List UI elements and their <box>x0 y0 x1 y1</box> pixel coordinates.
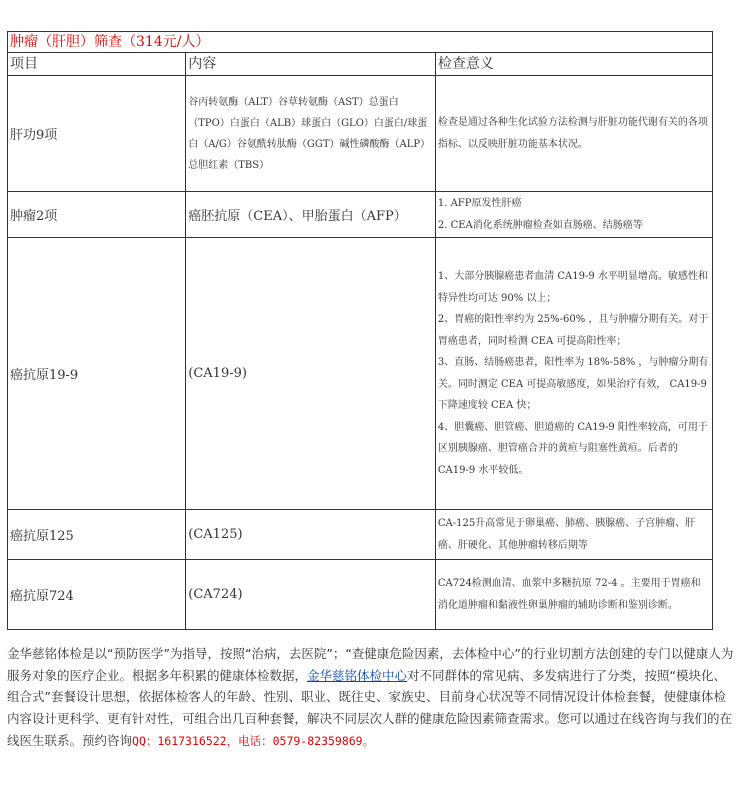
description-text-start: 金华慈铭体检是以“预防医学”为指导，按照“治病，去医院”；“查健康危险因素，去体检中心”的行业切割方法创建的专门以健康人为服务对象的医疗企业。根据多年积累的健康体检数据， <box>7 646 734 683</box>
significance-line: 2. CEA消化系统肿瘤检查如直肠癌、结肠癌等 <box>437 219 643 231</box>
header-content: 内容 <box>186 53 436 76</box>
row-content: (CA724) <box>186 560 436 630</box>
row-name: 癌抗原125 <box>8 510 186 560</box>
screening-package-table <box>7 31 713 630</box>
row-content: 癌胚抗原（CEA）、甲胎蛋白（AFP） <box>186 192 436 238</box>
table-title-row <box>8 32 713 53</box>
package-title: 肿瘤（肝胆）筛查（314元/人） <box>8 32 713 53</box>
row-name: 肿瘤2项 <box>8 192 186 238</box>
row-significance <box>435 192 712 238</box>
row-significance <box>435 238 712 510</box>
significance-line: CA724检测血清、血浆中多糖抗原 72-4 。主要用于胃癌和消化道肿瘤和黏液性卵巢肿瘤的辅助诊断和鉴别诊断。 <box>437 578 701 611</box>
significance-line: 1、大部分胰腺癌患者血清 CA19-9 水平明显增高。敏感性和特异性均可达 90% 以上； <box>437 271 708 304</box>
significance-line: CA-125升高常见于卵巢癌、肺癌、胰腺癌、子宫肿瘤、肝癌、肝硬化、其他肿瘤转移后期等 <box>437 518 696 551</box>
row-content: 谷丙转氨酶（ALT）谷草转氨酶（AST）总蛋白（TPO）白蛋白（ALB）球蛋白（GLO）白蛋白/球蛋白（A/G）谷氨酰转肽酶（GGT）碱性磷酸酶（ALP）总胆红素（TBS） <box>186 76 436 192</box>
table-row <box>8 238 713 510</box>
row-significance <box>435 76 712 192</box>
significance-line: 1. AFP原发性肝癌 <box>437 198 522 209</box>
row-name: 癌抗原19-9 <box>8 238 186 510</box>
row-content: (CA125) <box>186 510 436 560</box>
significance-line: 3、直肠、结肠癌患者，阳性率为 18%-58% ，与肿瘤分期有关。同时测定 CEA 可提高敏感度，如果治疗有效， CA19-9 下降速度较 CEA 快； <box>437 357 709 411</box>
checkup-center-link[interactable]: 金华慈铭体检中心 <box>307 667 408 683</box>
table-header-row <box>8 53 713 76</box>
significance-line: 检查是通过各种生化试验方法检测与肝脏功能代谢有关的各项指标、以反映肝脏功能基本状况。 <box>437 117 708 150</box>
row-name: 癌抗原724 <box>8 560 186 630</box>
table-row <box>8 192 713 238</box>
table-row <box>8 76 713 192</box>
table-row <box>8 560 713 630</box>
description-text-end: 对不同群体的常见病、多发病进行了分类，按照“模块化、组合式”套餐设计思想，依据体检客人的年龄、性别、职业、既往史、家族史、目前身心状况等不同情况设计体检套餐，使健康体检内容设计更科学、更有针对性，可组合出几百种套餐，解决不同层次人群的健康危险因素筛查需求。您可以通过在线咨询与我们的在线医生联系。预约咨询 <box>7 667 733 748</box>
row-significance <box>435 560 712 630</box>
significance-line: 4、胆囊癌、胆管癌、胆道癌的 CA19-9 阳性率较高，可用于区别胰腺癌、胆管癌合并的黄疸与阻塞性黄疸。后者的 CA19-9 水平较低。 <box>437 421 708 476</box>
company-description <box>7 643 735 753</box>
header-item: 项目 <box>8 53 186 76</box>
row-significance <box>435 510 712 560</box>
header-significance: 检查意义 <box>435 53 712 76</box>
significance-line: 2、胃癌的阳性率约为 25%-60% ，且与肿瘤分期有关。对于胃癌患者，同时检测 CEA 可提高阳性率； <box>437 314 709 347</box>
package-table-wrapper <box>7 31 713 630</box>
table-row <box>8 510 713 560</box>
row-name: 肝功9项 <box>8 76 186 192</box>
row-content: (CA19-9) <box>186 238 436 510</box>
contact-info: QQ：1617316522，电话：0579-82359869。 <box>132 733 375 748</box>
